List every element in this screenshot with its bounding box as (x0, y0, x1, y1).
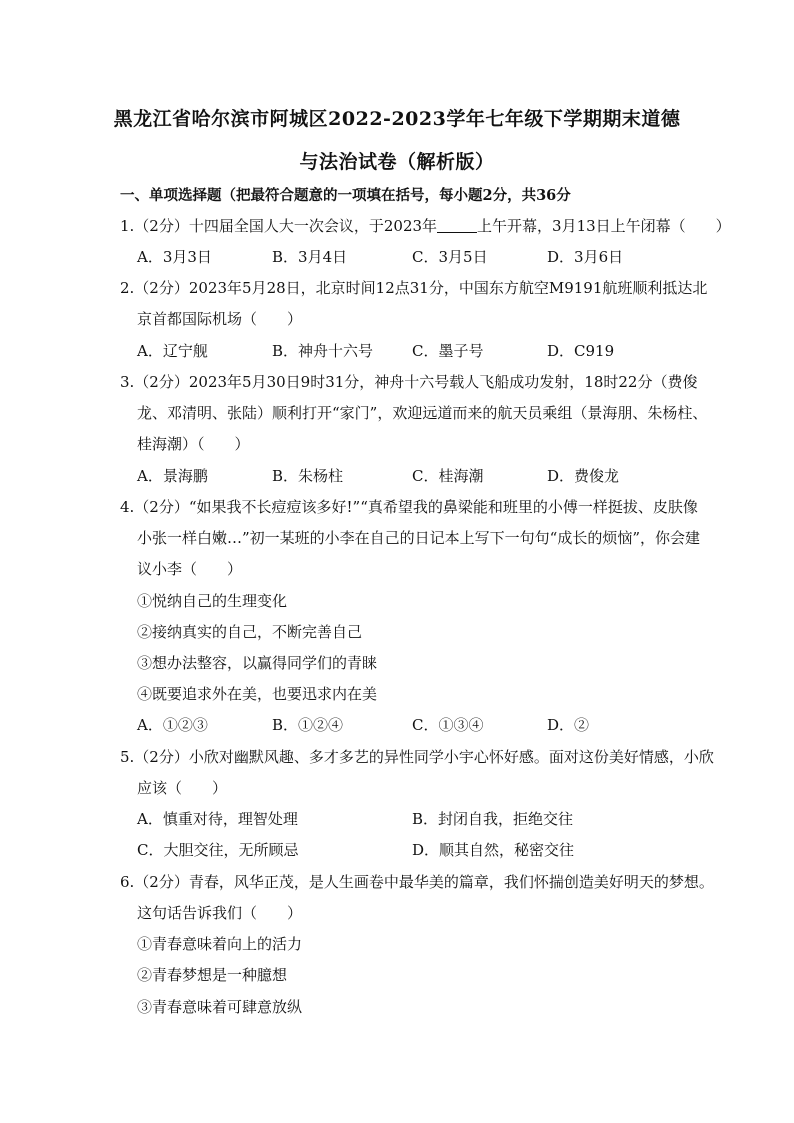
section-heading: 一、单项选择题（把最符合题意的一项填在括号，每小题2分，共36分 (120, 187, 571, 204)
question-3-line2: 龙、邓清明、张陆）顺利打开“家门”，欢迎远道而来的航天员乘组（景海朋、朱杨柱、 (137, 404, 708, 422)
q5-option-c: C．大胆交往，无所顾忌 (137, 841, 299, 859)
question-6-line1: 6.（2分）青春，风华正茂，是人生画卷中最华美的篇章，我们怀揣创造美好明天的梦想。 (120, 873, 714, 891)
question-2-line1: 2.（2分）2023年5月28日，北京时间12点31分，中国东方航空M9191航班顺利抵达北 (120, 279, 708, 297)
q5-option-a: A．慎重对待，理智处理 (137, 810, 298, 828)
q6-statement-1: ①青春意味着向上的活力 (137, 935, 303, 953)
question-4-line1: 4.（2分）“如果我不长痘痘该多好!”“真希望我的鼻梁能和班里的小傅一样挺拔、皮肤像 (120, 498, 698, 516)
q4-option-c: C．①③④ (412, 716, 484, 734)
q4-statement-2: ②接纳真实的自己，不断完善自己 (137, 623, 363, 641)
q6-statement-2: ②青春梦想是一种臆想 (137, 966, 288, 984)
q4-statement-1: ①悦纳自己的生理变化 (137, 592, 288, 610)
q3-option-b: B．朱杨柱 (272, 467, 344, 485)
question-3-line1: 3.（2分）2023年5月30日9时31分，神舟十六号载人飞船成功发射，18时22分（费俊 (120, 373, 698, 391)
q1-option-d: D．3月6日 (547, 248, 624, 266)
question-5-line2: 应该（ ） (137, 779, 228, 797)
q3-option-a: A．景海鹏 (137, 467, 208, 485)
question-5-line1: 5.（2分）小欣对幽默风趣、多才多艺的异性同学小宇心怀好感。面对这份美好情感，小欣 (120, 748, 714, 766)
q4-option-d: D．② (547, 716, 590, 734)
question-3-line3: 桂海潮）（ ） (137, 435, 250, 453)
question-1 (120, 216, 731, 236)
exam-title-line2: 与法治试卷（解析版） (299, 151, 495, 173)
q2-option-b: B．神舟十六号 (272, 342, 374, 360)
q3-option-c: C．桂海潮 (412, 467, 484, 485)
q4-statement-3: ③想办法整容，以赢得同学们的青睐 (137, 654, 378, 672)
q4-option-b: B．①②④ (272, 716, 344, 734)
exam-title-line1: 黑龙江省哈尔滨市阿城区2022-2023学年七年级下学期期末道德 (113, 108, 681, 130)
q1-option-a: A．3月3日 (137, 248, 212, 266)
question-4-line2: 小张一样白嫩…”初一某班的小李在自己的日记本上写下一句句“成长的烦恼”，你会建 (137, 529, 701, 547)
q6-statement-3: ③青春意味着可肆意放纵 (137, 998, 303, 1016)
q4-option-a: A．①②③ (137, 716, 208, 734)
question-6-line2: 这句话告诉我们（ ） (137, 904, 303, 922)
q2-option-c: C．墨子号 (412, 342, 484, 360)
fill-blank (437, 218, 477, 233)
q2-option-d: D．C919 (547, 342, 615, 360)
q1-option-c: C．3月5日 (412, 248, 488, 266)
question-1-text-a: 1.（2分）十四届全国人大一次会议，于2023年 (120, 217, 438, 235)
q5-option-d: D．顺其自然，秘密交往 (412, 841, 575, 859)
q2-option-a: A．辽宁舰 (137, 342, 208, 360)
q1-option-b: B．3月4日 (272, 248, 348, 266)
q4-statement-4: ④既要追求外在美，也要迅求内在美 (137, 685, 378, 703)
question-4-line3: 议小李（ ） (137, 560, 243, 578)
question-1-text-b: 上午开幕，3月13日上午闭幕（ ） (477, 217, 731, 235)
q3-option-d: D．费俊龙 (547, 467, 620, 485)
question-2-line2: 京首都国际机场（ ） (137, 310, 303, 328)
q5-option-b: B．封闭自我，拒绝交往 (412, 810, 574, 828)
